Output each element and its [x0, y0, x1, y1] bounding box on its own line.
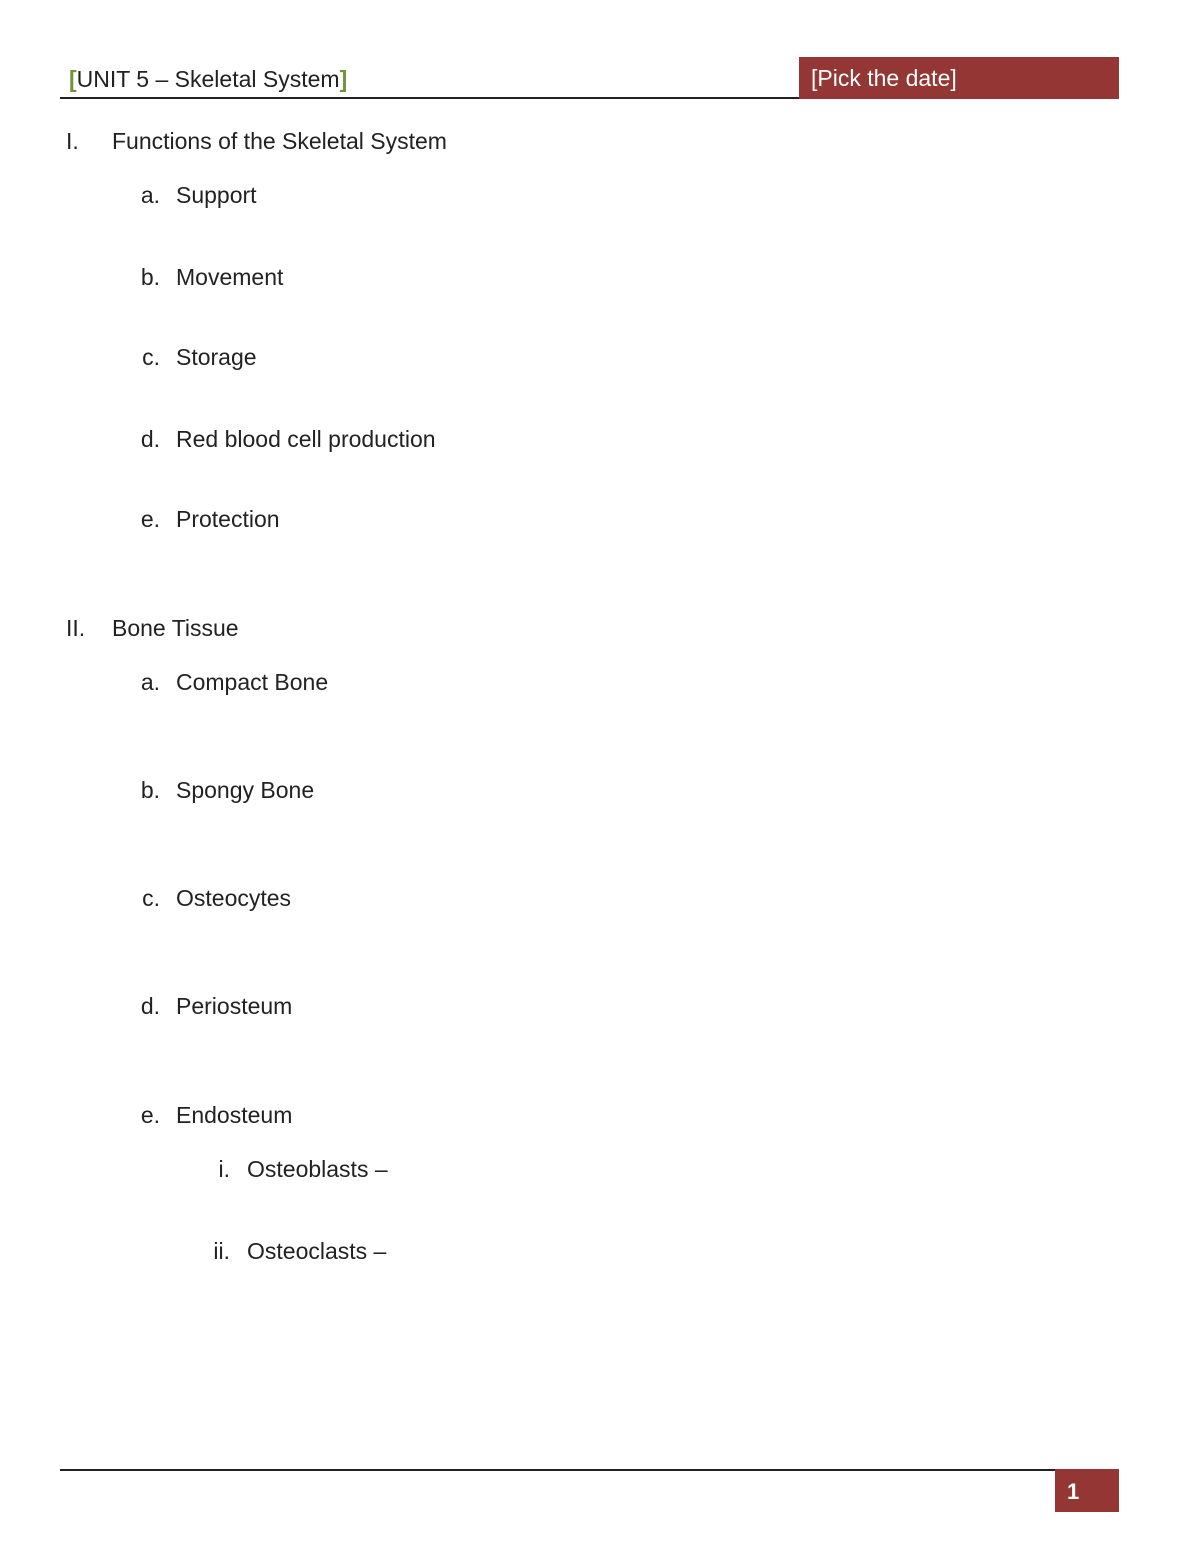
list-item-label: Red blood cell production [176, 426, 436, 452]
list-marker: e. [140, 1102, 160, 1128]
header-divider [60, 97, 800, 99]
list-marker: d. [140, 993, 160, 1019]
list-item-label: Endosteum [176, 1102, 293, 1128]
list-marker: e. [140, 506, 160, 532]
section-numeral: II. [66, 615, 86, 641]
list-item-label: Compact Bone [176, 669, 329, 695]
list-marker: c. [142, 885, 160, 911]
list-marker: b. [140, 777, 160, 803]
list-marker: c. [142, 344, 160, 370]
date-picker-field[interactable]: [Pick the date] [799, 57, 1119, 99]
section-title: Bone Tissue [112, 615, 239, 641]
list-item-label: Protection [176, 506, 280, 532]
header-bracket-close: ] [339, 66, 348, 92]
document-header-title [69, 64, 347, 94]
section-numeral: I. [66, 128, 79, 154]
list-marker: d. [140, 426, 160, 452]
footer-divider [60, 1469, 1060, 1471]
sub-list-marker: i. [218, 1156, 230, 1182]
header-bracket-open: [ [69, 66, 77, 92]
list-item-label: Support [176, 182, 257, 208]
list-marker: a. [140, 669, 160, 695]
list-item-label: Storage [176, 344, 257, 370]
sub-list-item-label: Osteoblasts – [247, 1156, 388, 1182]
unit-title: UNIT 5 – Skeletal System [76, 66, 340, 92]
section-title: Functions of the Skeletal System [112, 128, 447, 154]
sub-list-item-label: Osteoclasts – [247, 1238, 387, 1264]
list-item-label: Periosteum [176, 993, 293, 1019]
list-item-label: Spongy Bone [176, 777, 315, 803]
page-number: 1 [1055, 1469, 1119, 1512]
list-marker: b. [140, 264, 160, 290]
sub-list-marker: ii. [213, 1238, 230, 1264]
list-marker: a. [140, 182, 160, 208]
list-item-label: Osteocytes [176, 885, 292, 911]
list-item-label: Movement [176, 264, 284, 290]
